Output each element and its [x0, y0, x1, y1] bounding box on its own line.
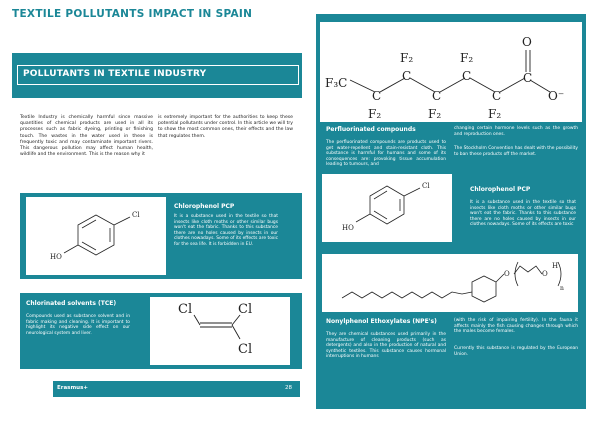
footer-bar: [53, 381, 300, 397]
o-label: O: [522, 35, 532, 49]
card-chlorinated-solvents: [20, 293, 302, 369]
tce-diagram: [150, 297, 290, 365]
banner-frame: [17, 65, 299, 85]
banner-title: POLLUTANTS IN TEXTILE INDUSTRY: [23, 69, 207, 79]
f2-label: F₂: [400, 51, 414, 65]
chlorophenol-structure-left: [26, 197, 166, 275]
section-title: Nonylphenol Ethoxylates (NPE's): [326, 318, 437, 325]
chlorophenol-diagram: [322, 174, 452, 242]
section-text-left: They are chemical substances used primarily in the manufacture of cleaning products (such as detergents) and also in the production of natural and synthetic textiles. This substance causes hormonal interruptions in humans: [326, 332, 446, 360]
cl-label: Cl: [422, 182, 430, 190]
page-number: 28: [285, 385, 292, 391]
card-text: Compounds used as substance solvent and in fabric making and cleaning. It is important to highlight its negative side effect on our neurological system and liver.: [26, 314, 130, 336]
f3c-label: F₃C: [325, 76, 348, 90]
section-text-left: The perfluorinated compounds are products used to get water-repellent and stain-resistant cloth. This substance is harmful for humans and some of its consequences are: provoking tissue accumulation leading to tumours, and: [326, 140, 446, 168]
f2-label: F₂: [428, 107, 442, 121]
card-title: Chlorophenol PCP: [470, 186, 531, 193]
pfas-diagram: [320, 22, 582, 122]
card-title: Chlorophenol PCP: [174, 203, 235, 210]
section-banner: [12, 53, 302, 98]
f2-label: F₂: [460, 51, 474, 65]
cl-label: Cl: [132, 211, 140, 219]
npe-structure: [322, 254, 578, 312]
n-label: n: [560, 285, 564, 292]
c-label: C: [402, 69, 412, 83]
cl-label: Cl: [238, 302, 253, 317]
tce-structure: [150, 297, 290, 365]
card-chlorophenol-left: [20, 193, 302, 279]
card-title: Chlorinated solvents (TCE): [26, 300, 117, 307]
o-minus-label: O⁻: [548, 89, 565, 103]
footer-program: Erasmus+: [57, 385, 88, 391]
f2-label: F₂: [368, 107, 382, 121]
c-label: C: [372, 89, 382, 103]
chlorophenol-diagram: [26, 197, 166, 275]
page-title: TEXTILE POLLUTANTS IMPACT IN SPAIN: [12, 8, 253, 20]
intro-text-right: is extremely important for the authorities to keep these potential pollutants under control. In this article we will try to show the most common ones, their effects and the law that regulates them.: [158, 115, 293, 139]
card-text: It is a substance used in the textile so that insects like cloth moths or other similar bugs won't eat the fabric. Thanks to this substance there are no holes caused by insects in our clothes nowadays. Some of its effects are toxic: [470, 200, 576, 228]
chlorophenol-structure-right: [322, 174, 452, 242]
section-title: Perfluorinated compounds: [326, 126, 416, 133]
card-text: It is a substance used in the textile so that insects like cloth moths or other similar bugs won't eat the fabric. Thanks to this substance there are no holes caused by insects in our clothes nowadays. Some of its effects are toxic for the sea life. It is forbidden in EU.: [174, 214, 278, 247]
f2-label: F₂: [488, 107, 502, 121]
cl-label: Cl: [238, 342, 253, 357]
c-label: C: [432, 89, 442, 103]
section-text-right: changing certain hormone levels such as the growth and reproduction ones.: [454, 126, 578, 137]
o-label: O: [504, 270, 510, 278]
intro-text-left: Textile Industry is chemically harmful since massive quantities of chemical products are used in all its processes such as fabric dyeing, printing or finishing touch. The wastes in the water used in these is frequently toxic and may contaminate important rivers. This dangerous pollution may affect human health, wildlife and the environment. This is the reason why it: [20, 115, 153, 158]
ho-label: HO: [342, 224, 354, 232]
perfluorinated-structure: [320, 22, 582, 122]
npe-diagram: [322, 254, 578, 312]
right-page-panel: [316, 14, 586, 409]
cl-label: Cl: [178, 302, 193, 317]
section-text-right-2: The Stockholm Convention has dealt with the possibility to ban these products off the market.: [454, 146, 578, 157]
section-text-right-2: Currently this substance is regulated by the European Union.: [454, 346, 578, 357]
h-label: H: [552, 262, 559, 270]
section-text-right: (with the risk of impairing fertility). In the fauna it affects mainly the fish causing changes through which the males become females.: [454, 318, 578, 335]
c-label: C: [462, 69, 472, 83]
c-label: C: [492, 89, 502, 103]
c-label: C: [523, 71, 533, 85]
o-label: O: [542, 270, 548, 278]
ho-label: HO: [50, 253, 62, 261]
